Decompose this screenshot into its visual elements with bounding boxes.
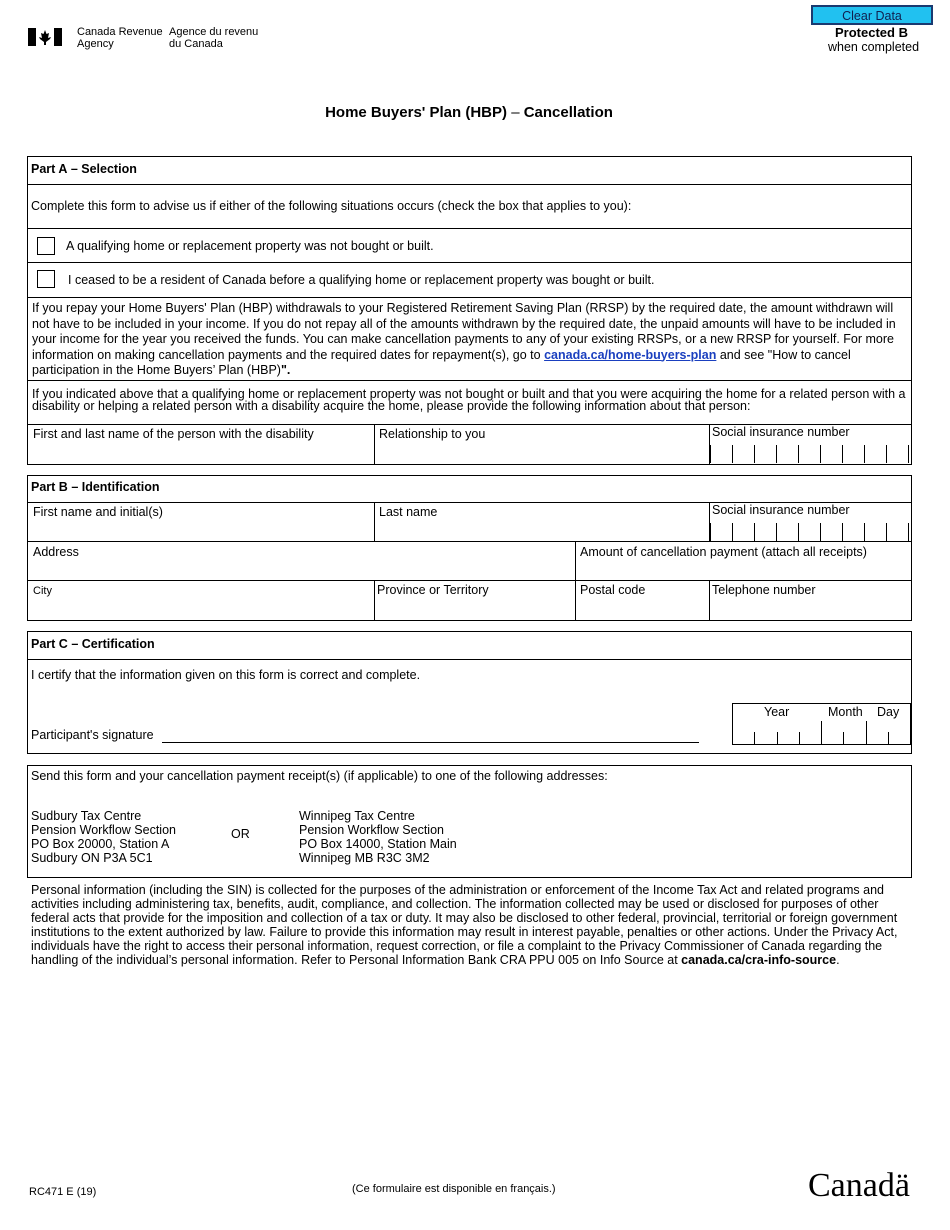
- agency-fr-line2: du Canada: [169, 38, 223, 50]
- privacy-text: Personal information (including the SIN) is collected for the purposes of the administration or enforcement of the Income Tax Act and related programs and activities including administering tax, benefits, audit, compliance, and collection. The information collected may be used or disclosed for purposes of other federal acts that provide for the imposition and collection of a tax or duty. It may also be disclosed to other federal, provincial, territorial or foreign government institutions to the extent authorized by law. Failure to provide this information may result in interest payable, penalties or other actions. Under the Privacy Act, individuals have the right to access their personal information, request correction, or file a complaint to the Privacy Commissioner of Canada regarding the handling of the individual’s personal information. Refer to Personal Information Bank CRA PPU 005 on Info Source at: [31, 883, 898, 967]
- or-label: OR: [231, 827, 250, 841]
- sudbury-line: Sudbury Tax Centre: [31, 809, 142, 823]
- hbp-link[interactable]: canada.ca/home-buyers-plan: [544, 347, 717, 362]
- part-c-heading-rest: – Certification: [71, 637, 155, 651]
- winnipeg-address: [299, 809, 457, 865]
- divider: [27, 380, 912, 381]
- divider: [27, 228, 912, 229]
- hbp-info-paragraph: [32, 301, 912, 379]
- signature-label: Participant's signature: [31, 728, 154, 742]
- relationship-label: Relationship to you: [379, 427, 486, 441]
- part-c-heading-bold: Part C: [31, 637, 68, 651]
- address-label: Address: [33, 545, 79, 559]
- french-availability-note: (Ce formulaire est disponible en français.): [352, 1183, 556, 1195]
- sudbury-address: [31, 809, 176, 865]
- sudbury-line: Sudbury ON P3A 5C1: [31, 851, 153, 865]
- page-title: [0, 104, 938, 121]
- city-label: City: [33, 585, 52, 597]
- part-a-heading-rest: – Selection: [70, 162, 137, 176]
- signature-field[interactable]: [162, 722, 699, 743]
- part-b-heading: [31, 480, 160, 494]
- postal-code-label: Postal code: [580, 583, 646, 597]
- part-b-heading-bold: Part B: [31, 480, 68, 494]
- winnipeg-line: Winnipeg MB R3C 3M2: [299, 851, 430, 865]
- winnipeg-line: Winnipeg Tax Centre: [299, 809, 415, 823]
- part-a-heading-bold: Part A: [31, 162, 68, 176]
- divider: [27, 262, 912, 263]
- divider: [732, 744, 911, 745]
- canada-flag-icon: [28, 28, 62, 46]
- clear-data-button[interactable]: Clear Data: [811, 5, 933, 25]
- privacy-notice: [31, 883, 907, 967]
- option2-label: I ceased to be a resident of Canada before a qualifying home or replacement property was bought or built.: [68, 273, 655, 287]
- hbp-info-after: and see "How to cancel participation in the Home Buyers’ Plan (HBP): [32, 347, 851, 377]
- month-label: Month: [828, 705, 863, 719]
- disability-sin-input[interactable]: [710, 445, 909, 463]
- form-code: RC471 E (19): [29, 1186, 97, 1198]
- hbp-info-end: ".: [280, 363, 291, 377]
- disability-person-name-label: First and last name of the person with the disability: [33, 427, 314, 441]
- send-intro: Send this form and your cancellation payment receipt(s) (if applicable) to one of the following addresses:: [31, 769, 608, 783]
- hbp-info-text: If you repay your Home Buyers' Plan (HBP) withdrawals to your Registered Retirement Saving Plan (RRSP) by the required date, the amount withdrawn will not have to be included in your income. If you do not repay all of the amounts withdrawn by the required date, the unpaid amounts will have to be included in your income for the year you received the funds. You can make cancellation payments to any of your existing RRSPs, or a new RRSP for yourself. For more information on making cancellation payments and the required dates for repayment(s), go to: [32, 301, 896, 362]
- year-label: Year: [764, 705, 790, 719]
- first-name-label: First name and initial(s): [33, 505, 163, 519]
- agency-en-line1: Canada Revenue: [77, 26, 163, 38]
- part-b-heading-rest: – Identification: [71, 480, 160, 494]
- agency-name-en: [77, 26, 163, 50]
- sudbury-line: PO Box 20000, Station A: [31, 837, 170, 851]
- address-field[interactable]: [28, 542, 575, 580]
- winnipeg-line: PO Box 14000, Station Main: [299, 837, 457, 851]
- option1-checkbox[interactable]: [37, 237, 55, 255]
- canada-wordmark: Canadä: [808, 1167, 910, 1204]
- title-main: Home Buyers' Plan (HBP): [325, 104, 508, 121]
- protected-label: Protected B: [835, 25, 908, 40]
- divider: [27, 297, 912, 298]
- title-dash: –: [511, 104, 520, 121]
- part-a-intro: Complete this form to advise us if either of the following situations occurs (check the box that applies to you):: [31, 199, 632, 213]
- sin-input[interactable]: [710, 523, 909, 541]
- city-field[interactable]: [28, 581, 374, 620]
- privacy-end: .: [836, 953, 840, 967]
- certify-text: I certify that the information given on this form is correct and complete.: [31, 668, 421, 682]
- agency-en-line2: Agency: [77, 38, 114, 50]
- disability-sin-label: Social insurance number: [712, 425, 850, 439]
- option2-checkbox[interactable]: [37, 270, 55, 288]
- day-label: Day: [877, 705, 900, 719]
- agency-name-fr: [169, 26, 258, 50]
- divider: [27, 659, 912, 660]
- divider: [27, 184, 912, 185]
- date-input[interactable]: [732, 732, 911, 744]
- when-completed-label: when completed: [828, 40, 920, 54]
- agency-fr-line1: Agence du revenu: [169, 26, 259, 38]
- sin-label: Social insurance number: [712, 503, 850, 517]
- province-label: Province or Territory: [377, 583, 489, 597]
- title-sub: Cancellation: [523, 104, 613, 121]
- part-a-heading: [31, 162, 137, 176]
- part-c-heading: [31, 637, 155, 651]
- winnipeg-line: Pension Workflow Section: [299, 823, 444, 837]
- option1-label: A qualifying home or replacement property was not bought or built.: [66, 239, 434, 253]
- telephone-label: Telephone number: [712, 583, 816, 597]
- cancellation-amount-label: Amount of cancellation payment (attach all receipts): [580, 545, 867, 559]
- info-source-link[interactable]: canada.ca/cra-info-source: [681, 953, 837, 967]
- last-name-label: Last name: [379, 505, 438, 519]
- disability-paragraph: If you indicated above that a qualifying home or replacement property was not bought or built and that you were acquiring the home for a related person with a disability or helping a related person with a disability acquire the home, please provide the following information about that person:: [32, 387, 906, 413]
- sudbury-line: Pension Workflow Section: [31, 823, 176, 837]
